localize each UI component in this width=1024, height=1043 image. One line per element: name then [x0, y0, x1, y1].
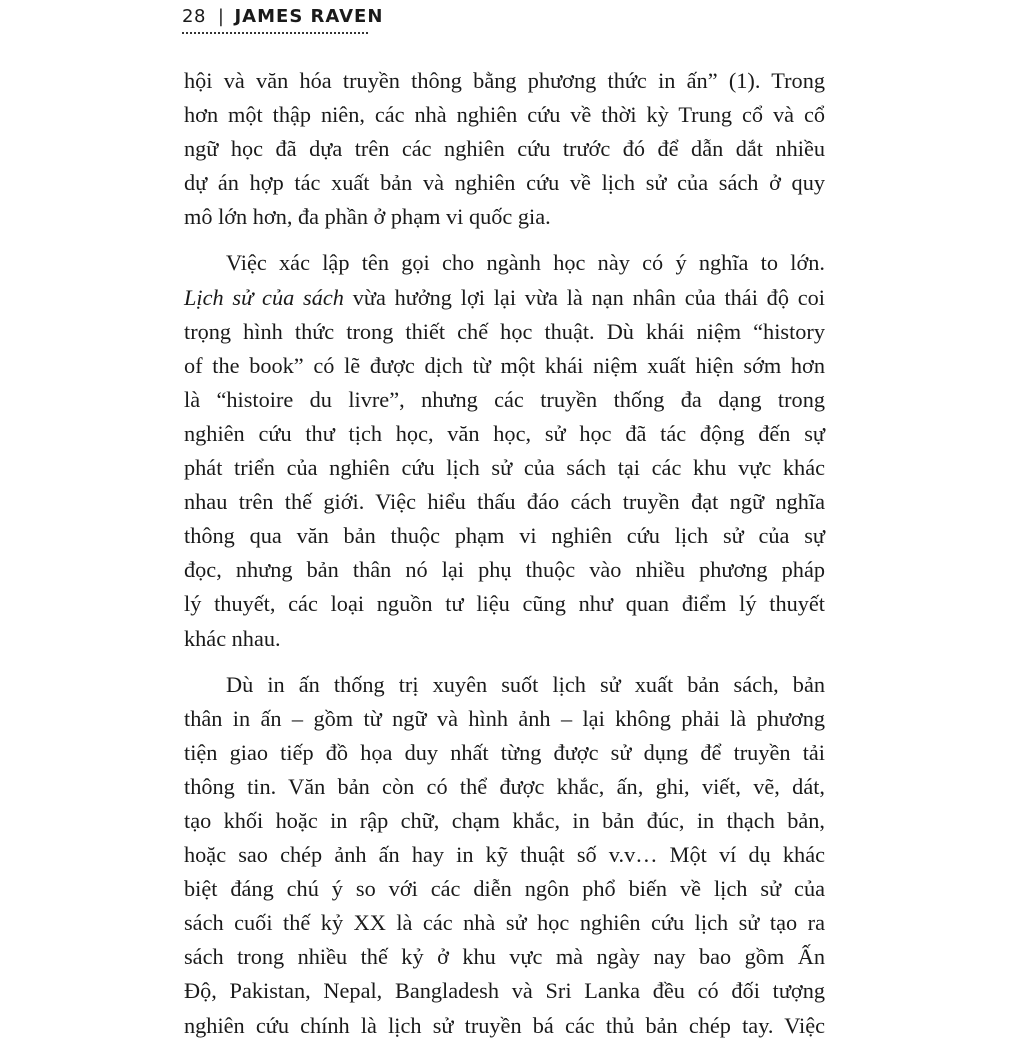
- text-line: tạo khối hoặc in rập chữ, chạm khắc, in bản đúc, in thạch bản,: [184, 807, 825, 833]
- text-line: trọng hình thức trong thiết chế học thuật. Dù khái niệm “history: [184, 318, 825, 344]
- text-line: lý thuyết, các loại nguồn tư liệu cũng như quan điểm lý thuyết: [184, 591, 825, 617]
- header-separator: |: [217, 6, 225, 27]
- text-line: of the book” có lẽ được dịch từ một khái niệm xuất hiện sớm hơn: [184, 352, 825, 378]
- body-text: [184, 64, 825, 1043]
- text-line: nghiên cứu chính là lịch sử truyền bá các thủ bản chép tay. Việc: [184, 1012, 825, 1038]
- text-line: mô lớn hơn, đa phần ở phạm vi quốc gia.: [184, 204, 551, 230]
- text-line: khác nhau.: [184, 625, 281, 651]
- paragraph-gap: [184, 234, 825, 246]
- text-line: Dù in ấn thống trị xuyên suốt lịch sử xuất bản sách, bản: [226, 671, 825, 697]
- book-history-term: Lịch sử của sách: [184, 284, 344, 310]
- text-line: phát triển của nghiên cứu lịch sử của sách tại các khu vực khác: [184, 455, 825, 481]
- text-line: thân in ấn – gồm từ ngữ và hình ảnh – lại không phải là phương: [184, 705, 825, 731]
- author-name: JAMES RAVEN: [234, 6, 384, 27]
- paragraph-2: [184, 246, 825, 655]
- text-line: Độ, Pakistan, Nepal, Bangladesh và Sri Lanka đều có đối tượng: [184, 978, 825, 1004]
- paragraph-gap: [184, 656, 825, 668]
- header-dotted-rule: [182, 32, 368, 34]
- text-line: biệt đáng chú ý so với các diễn ngôn phổ biến về lịch sử của: [184, 876, 825, 902]
- text-line: nhau trên thế giới. Việc hiểu thấu đáo cách truyền đạt ngữ nghĩa: [184, 489, 825, 515]
- text-line: thông tin. Văn bản còn có thể được khắc, ấn, ghi, viết, vẽ, dát,: [184, 773, 825, 799]
- running-header: [182, 4, 384, 34]
- text-line: [184, 281, 825, 315]
- text-line: hoặc sao chép ảnh ấn hay in kỹ thuật số v.v… Một ví dụ khác: [184, 842, 825, 868]
- text-line: Việc xác lập tên gọi cho ngành học này có ý nghĩa to lớn.: [226, 250, 825, 276]
- text-line: thông qua văn bản thuộc phạm vi nghiên cứu lịch sử của sự: [184, 523, 825, 549]
- text-line: sách cuối thế kỷ XX là các nhà sử học nghiên cứu lịch sử tạo ra: [184, 910, 825, 936]
- paragraph-1: [184, 64, 825, 234]
- text-line: dự án hợp tác xuất bản và nghiên cứu về lịch sử của sách ở quy: [184, 170, 825, 196]
- text-line: sách trong nhiều thế kỷ ở khu vực mà ngày nay bao gồm Ấn: [184, 944, 825, 970]
- text-line: ngữ học đã dựa trên các nghiên cứu trước đó để dẫn dắt nhiều: [184, 136, 825, 162]
- page-number: 28: [182, 6, 206, 27]
- text-line: hơn một thập niên, các nhà nghiên cứu về thời kỳ Trung cổ và cổ: [184, 102, 825, 128]
- text-line: hội và văn hóa truyền thông bằng phương thức in ấn” (1). Trong: [184, 68, 825, 93]
- text-line: đọc, nhưng bản thân nó lại phụ thuộc vào nhiều phương pháp: [184, 557, 825, 583]
- paragraph-3: [184, 668, 825, 1043]
- text-line: nghiên cứu thư tịch học, văn học, sử học đã tác động đến sự: [184, 420, 825, 446]
- text-line: là “histoire du livre”, nhưng các truyền thống đa dạng trong: [184, 386, 825, 412]
- text-line: tiện giao tiếp đồ họa duy nhất từng được sử dụng để truyền tải: [184, 739, 825, 765]
- text-line-rest: vừa hưởng lợi lại vừa là nạn nhân của thái độ coi: [352, 284, 826, 310]
